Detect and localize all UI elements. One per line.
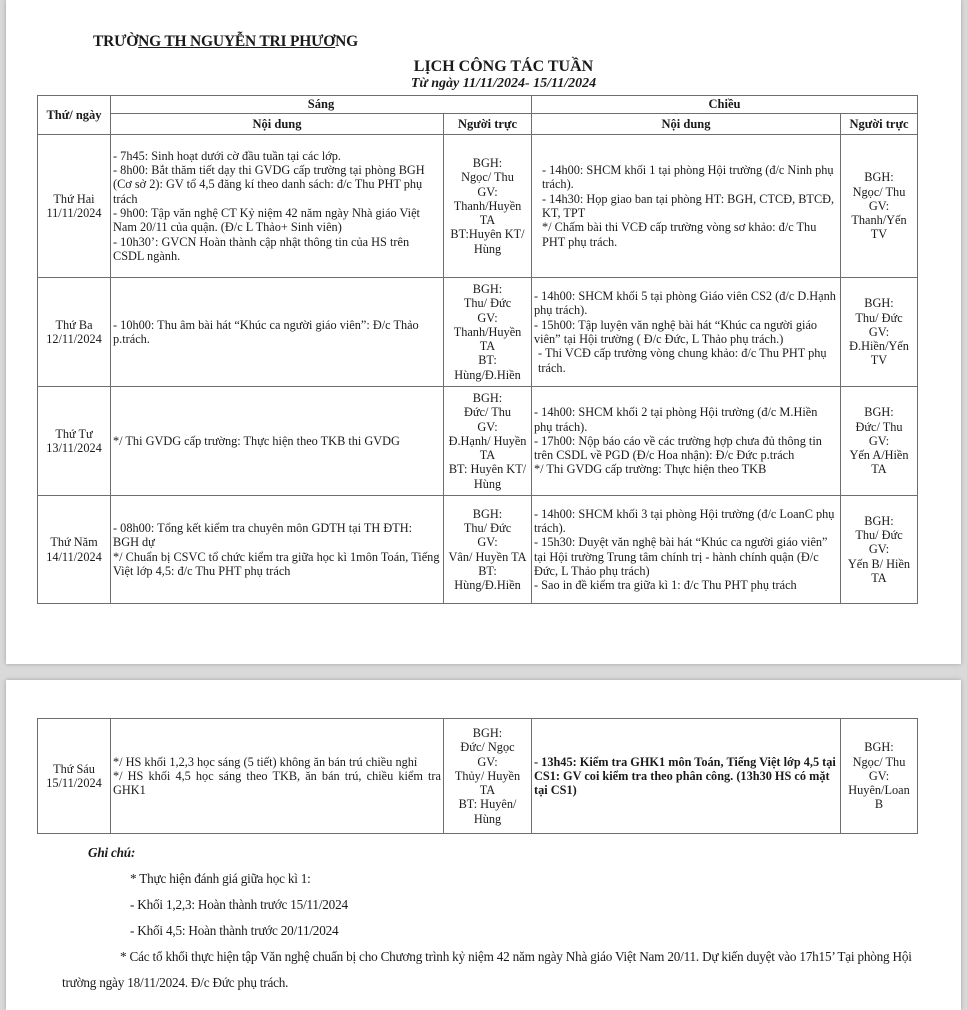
afternoon-duty-cell-line: TA <box>871 570 887 585</box>
note-paragraph: * Các tổ khối thực hiện tập Văn nghệ chuẩn bị cho Chương trình kỷ niệm 42 năm ngày Nhà giáo Việt Nam 20/11. Dự kiến duyệt vào 17h15’ Tại phòng Hội trường ngày 18/11/2024. Đ/c Đức phụ trách. <box>62 949 912 990</box>
afternoon-content-cell-line: - 14h00: SHCM khối 5 tại phòng Giáo viên CS2 (đ/c D.Hạnh phụ trách). <box>534 289 836 318</box>
morning-duty-cell <box>444 496 532 604</box>
note-line: - Khối 4,5: Hoàn thành trước 20/11/2024 <box>130 923 339 938</box>
afternoon-duty-cell-line: GV: <box>868 198 890 213</box>
morning-duty-cell-line: BGH: <box>472 155 503 170</box>
day-name: Thứ Tư <box>55 426 93 441</box>
afternoon-duty-cell-line: Đức/ Thu <box>855 419 903 434</box>
morning-duty-cell <box>444 135 532 278</box>
morning-duty-cell-line: Vân/ Huyền TA <box>448 549 527 564</box>
note-line: * Thực hiện đánh giá giữa học kì 1: <box>130 871 311 886</box>
table-row <box>38 719 918 834</box>
afternoon-duty-cell-line: BGH: <box>864 740 894 755</box>
morning-content-cell-line: - 10h00: Thu âm bài hát “Khúc ca người giáo viên”: Đ/c Thảo p.trách. <box>113 317 419 346</box>
table-row <box>38 496 918 604</box>
afternoon-content-cell <box>532 387 841 496</box>
morning-duty-cell-line: Thanh/Huyền <box>453 198 522 213</box>
afternoon-duty-cell-line: TV <box>870 353 888 368</box>
afternoon-content-cell <box>532 496 841 604</box>
morning-content-cell <box>111 135 444 278</box>
date-range: Từ ngày 11/11/2024- 15/11/2024 <box>410 76 597 91</box>
morning-duty-cell-line: BGH: <box>472 281 503 296</box>
day-date: 13/11/2024 <box>46 441 102 455</box>
morning-duty-cell-line: Thu/ Đức <box>463 520 512 535</box>
morning-duty-cell-line: Đức/ Ngọc <box>460 740 515 755</box>
afternoon-duty-cell-line: GV: <box>868 542 890 557</box>
header-afternoon: Chiều <box>532 96 918 114</box>
day-name: Thứ Năm <box>50 535 98 550</box>
header-day: Thứ/ ngày <box>38 96 111 135</box>
morning-content-cell-line: */ Chuẩn bị CSVC tổ chức kiểm tra giữa học kì 1môn Toán, Tiếng Việt lớp 4,5: đ/c Thu PHT phụ trách <box>113 549 440 578</box>
afternoon-content-cell <box>532 135 841 278</box>
morning-duty-cell-line: BT: <box>478 353 497 368</box>
morning-content-cell <box>111 387 444 496</box>
header-afternoon-content: Nội dung <box>532 114 841 135</box>
day-date: 12/11/2024 <box>46 332 102 346</box>
morning-content-cell-line: - 9h00: Tập văn nghệ CT Kỷ niệm 42 năm ngày Nhà giáo Việt Nam 20/11 của quận. (Đ/c L Thảo+ Sinh viên) <box>113 206 420 235</box>
afternoon-content-cell-line: - 13h45: Kiểm tra GHK1 môn Toán, Tiếng Việt lớp 4,5 tại CS1: GV coi kiểm tra theo phân công. (13h30 HS có mặt tại CS1) <box>534 754 836 798</box>
morning-duty-cell-line: GV: <box>477 184 498 199</box>
morning-duty-cell-line: Ngọc/ Thu <box>461 170 514 185</box>
morning-duty-cell-line: TA <box>479 213 496 228</box>
afternoon-duty-cell-line: Yến B/ Hiền <box>847 556 911 571</box>
afternoon-content-cell-line: - 14h00: SHCM khối 1 tại phòng Hội trường (đ/c Ninh phụ trách). <box>542 163 834 192</box>
afternoon-duty-cell <box>841 278 918 387</box>
header-afternoon-duty: Người trực <box>841 114 918 135</box>
morning-duty-cell <box>444 719 532 834</box>
afternoon-duty-cell-line: TV <box>870 227 888 242</box>
morning-duty-cell-line: Hùng/Đ.Hiền <box>454 578 521 593</box>
afternoon-duty-cell-line: B <box>874 797 884 812</box>
afternoon-duty-cell <box>841 496 918 604</box>
morning-content-cell-line: */ HS khối 1,2,3 học sáng (5 tiết) không ăn bán trú chiều nghỉ <box>113 754 418 769</box>
morning-duty-cell-line: Thanh/Huyền <box>453 324 522 339</box>
morning-duty-cell-line: TA <box>479 448 496 463</box>
afternoon-content-cell <box>532 278 841 387</box>
morning-duty-cell-line: BGH: <box>472 390 503 405</box>
day-date: 11/11/2024 <box>46 206 102 220</box>
day-cell <box>38 719 111 834</box>
afternoon-content-cell-line: - 14h00: SHCM khối 2 tại phòng Hội trường (đ/c M.Hiền phụ trách). <box>534 405 818 434</box>
header-morning: Sáng <box>111 96 532 114</box>
table-row <box>38 278 918 387</box>
afternoon-duty-cell <box>841 135 918 278</box>
day-date: 15/11/2024 <box>46 776 102 790</box>
morning-content-cell <box>111 496 444 604</box>
afternoon-duty-cell-line: Ngọc/ Thu <box>852 184 906 199</box>
morning-duty-cell-line: Hùng <box>473 811 502 826</box>
morning-duty-cell-line: BT: Huyên/ <box>458 797 517 812</box>
table-row <box>38 135 918 278</box>
afternoon-duty-cell-line: GV: <box>868 768 890 783</box>
afternoon-duty-cell-line: BGH: <box>864 405 894 420</box>
document-page-1 <box>6 0 961 664</box>
afternoon-duty-cell-line: Đ.Hiền/Yến <box>849 339 909 354</box>
morning-duty-cell-line: BT: <box>478 563 497 578</box>
morning-duty-cell-line: BGH: <box>472 725 503 740</box>
morning-duty-cell-line: BGH: <box>472 506 503 521</box>
morning-content-cell-line: */ HS khối 4,5 học sáng theo TKB, ăn bán trú, chiều kiểm tra GHK1 <box>113 768 441 798</box>
day-cell <box>38 135 111 278</box>
day-date: 14/11/2024 <box>46 549 102 564</box>
day-name: Thứ Ba <box>55 317 93 332</box>
afternoon-duty-cell-line: Thu/ Đức <box>855 528 903 543</box>
afternoon-duty-cell-line: TA <box>871 462 887 477</box>
morning-content-cell-line: - 08h00: Tổng kết kiểm tra chuyên môn GDTH tại TH ĐTH: BGH dự <box>113 520 413 550</box>
school-name-underlined: NG TH NGUYỄN TRI PHƯƠ <box>138 33 336 50</box>
morning-content-cell <box>111 719 444 834</box>
morning-content-cell-line: */ Thi GVDG cấp trường: Thực hiện theo TKB thi GVDG <box>113 433 400 448</box>
header-morning-duty: Người trực <box>444 114 532 135</box>
afternoon-content-cell-line: - 15h30: Duyệt văn nghệ bài hát “Khúc ca người giáo viên” tại Hội trường Trung tâm chính trị - hành chính quận (Đ/c Đức, L Thảo phụ trách) <box>534 535 828 578</box>
morning-content-cell-line: - 10h30’: GVCN Hoàn thành cập nhật thông tin của HS trên CSDL ngành. <box>113 234 410 263</box>
school-name-part: NG <box>335 33 359 50</box>
afternoon-duty-cell-line: BGH: <box>864 513 894 528</box>
schedule-table <box>37 95 918 604</box>
afternoon-duty-cell-line: Thu/ Đức <box>855 310 903 325</box>
morning-content-cell <box>111 278 444 387</box>
morning-duty-cell <box>444 387 532 496</box>
morning-duty-cell-line: Hùng <box>473 241 502 256</box>
morning-content-cell-line: - 8h00: Bắt thăm tiết dạy thi GVDG cấp trường tại phòng BGH (Cơ sở 2): GV tổ 4,5 đăng kí theo danh sách: đ/c Thu PHT phụ trách <box>113 163 425 206</box>
afternoon-duty-cell <box>841 387 918 496</box>
morning-duty-cell-line: Đức/ Thu <box>463 405 512 420</box>
afternoon-content-cell <box>532 719 841 834</box>
document-title: LỊCH CÔNG TÁC TUẦN <box>413 58 594 75</box>
table-row <box>38 387 918 496</box>
school-name <box>93 33 358 51</box>
day-name: Thứ Hai <box>53 191 95 206</box>
morning-duty-cell-line: GV: <box>477 754 498 769</box>
day-name: Thứ Sáu <box>53 761 95 776</box>
morning-duty-cell-line: BT: Huyên KT/ <box>448 462 527 477</box>
morning-duty-cell-line: TA <box>479 339 496 354</box>
morning-duty-cell-line: Đ.Hạnh/ Huyền <box>448 433 527 448</box>
day-cell <box>38 387 111 496</box>
morning-duty-cell-line: Hùng <box>473 476 502 491</box>
morning-duty-cell-line: GV: <box>477 535 498 550</box>
afternoon-content-cell-line: - 14h00: SHCM khối 3 tại phòng Hội trường (đ/c LoanC phụ trách). <box>534 506 835 535</box>
notes-section <box>62 840 948 996</box>
morning-duty-cell-line: Thu/ Đức <box>463 296 512 311</box>
day-cell <box>38 278 111 387</box>
afternoon-content-cell-line: - Sao in đề kiểm tra giữa kì 1: đ/c Thu PHT phụ trách <box>534 578 797 593</box>
morning-duty-cell-line: GV: <box>477 310 498 325</box>
afternoon-duty-cell-line: Ngọc/ Thu <box>852 754 906 769</box>
day-cell <box>38 496 111 604</box>
afternoon-duty-cell-line: GV: <box>868 324 890 339</box>
morning-duty-cell-line: BT:Huyên KT/ <box>450 227 525 242</box>
morning-duty-cell-line: Thủy/ Huyền TA <box>454 768 521 798</box>
afternoon-content-cell-line: */ Thi GVDG cấp trường: Thực hiện theo TKB <box>534 462 767 477</box>
afternoon-content-cell-line: */ Chấm bài thi VCĐ cấp trường vòng sơ khảo: đ/c Thu PHT phụ trách. <box>542 220 817 249</box>
afternoon-content-cell-line: - 14h30: Họp giao ban tại phòng HT: BGH, CTCĐ, BTCĐ, KT, TPT <box>542 191 835 220</box>
afternoon-content-cell-line: - 17h00: Nộp báo cáo về các trường hợp chưa đủ thông tin trên CSDL về PGD (Đ/c Hoa nhận): Đ/c Đức p.trách <box>534 433 822 463</box>
afternoon-duty-cell <box>841 719 918 834</box>
schedule-table-continued <box>37 718 918 834</box>
notes-heading: Ghi chú: <box>88 845 136 860</box>
morning-duty-cell <box>444 278 532 387</box>
afternoon-duty-cell-line: BGH: <box>864 296 894 311</box>
morning-duty-cell-line: GV: <box>477 419 498 434</box>
afternoon-content-cell-line: - Thi VCĐ cấp trường vòng chung khảo: đ/c Thu PHT phụ trách. <box>538 346 827 375</box>
document-page-2 <box>6 680 961 1010</box>
afternoon-duty-cell-line: GV: <box>868 433 890 448</box>
school-name-part: TRƯỜ <box>93 33 139 50</box>
morning-content-cell-line: - 7h45: Sinh hoạt dưới cờ đầu tuần tại các lớp. <box>113 148 341 163</box>
afternoon-duty-cell-line: Thanh/Yến <box>851 213 907 228</box>
afternoon-duty-cell-line: Yến A/Hiền <box>849 448 909 463</box>
header-morning-content: Nội dung <box>111 114 444 135</box>
afternoon-content-cell-line: - 15h00: Tập luyện văn nghệ bài hát “Khúc ca người giáo viên” tại Hội trường ( Đ/c Đức, L Thảo phụ trách.) <box>534 317 818 346</box>
morning-duty-cell-line: Hùng/Đ.Hiền <box>454 367 521 382</box>
afternoon-duty-cell-line: Huyên/Loan <box>848 783 910 798</box>
afternoon-duty-cell-line: BGH: <box>864 170 894 185</box>
note-line: - Khối 1,2,3: Hoàn thành trước 15/11/2024 <box>130 897 348 912</box>
